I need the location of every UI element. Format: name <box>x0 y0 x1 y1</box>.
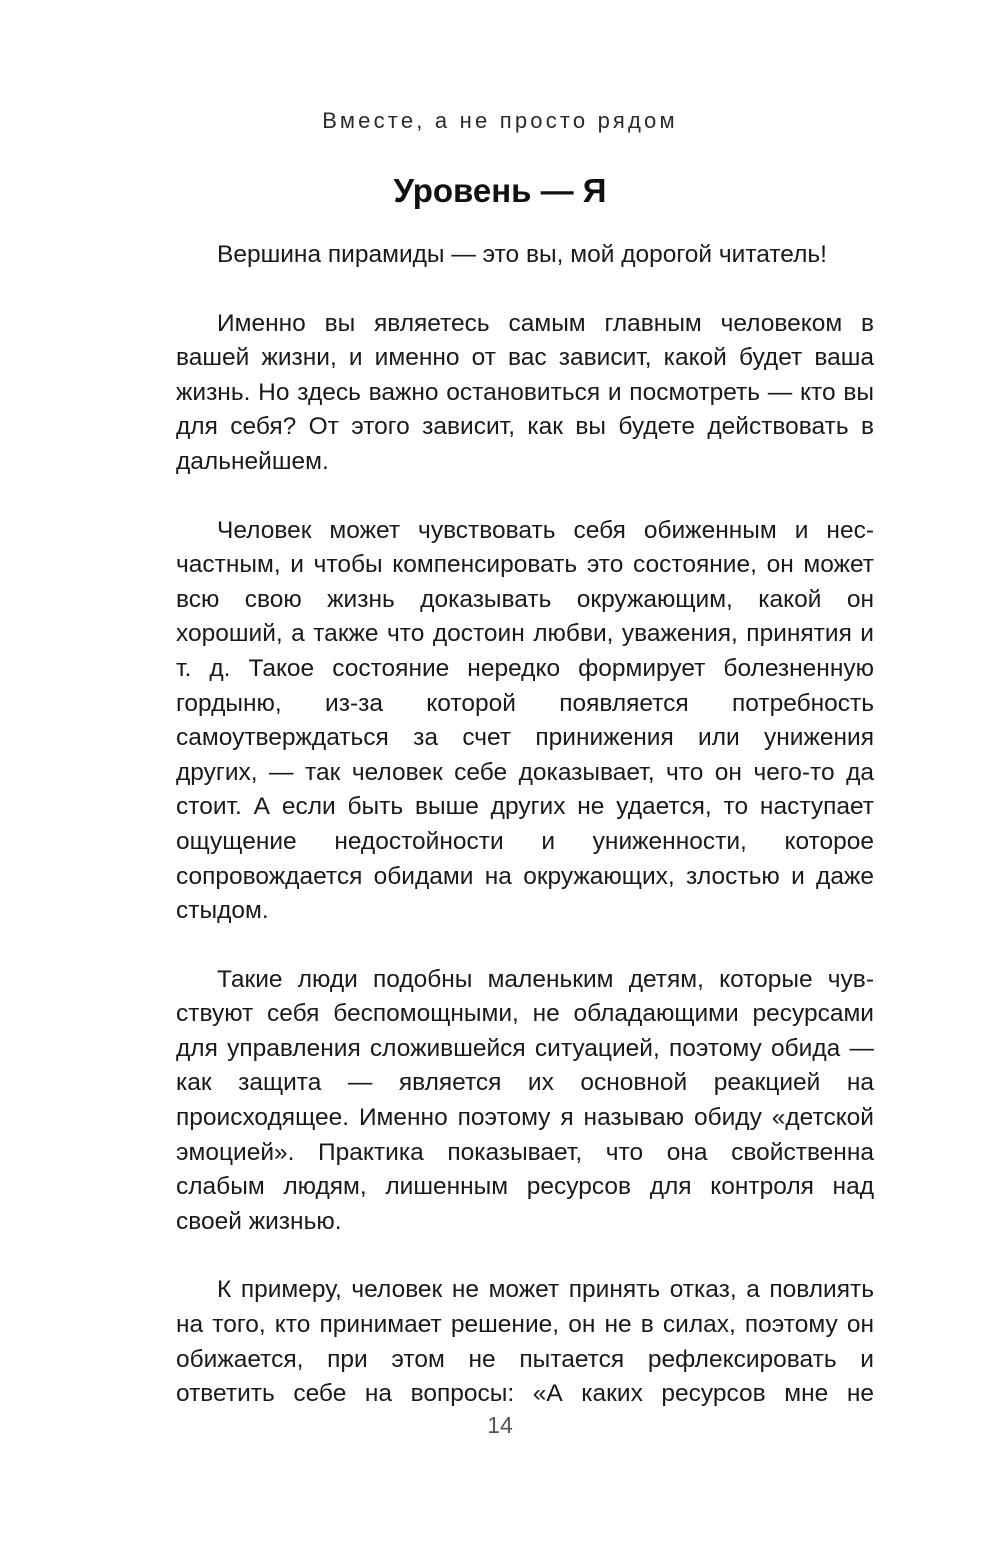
running-header: Вместе, а не просто рядом <box>322 108 678 133</box>
paragraph-2: Именно вы являетесь самым главным человеком в вашей жизни, и именно от вас зависит, какой будет ваша жизнь. Но здесь важно остановиться и посмотреть — кто вы для себя? От этого зависит, как вы будете действовать в дальнейшем. <box>176 309 874 475</box>
paragraph-1: Вершина пирамиды — это вы, мой дорогой читатель! <box>217 241 827 268</box>
paragraph-3: Человек может чувствовать себя обиженным и несчастным, и чтобы компенсировать это состояние, он может всю свою жизнь доказывать окружающим, какой он хороший, а также что достоин любви, уважения, принятия и т. д. Такое состояние нередко формирует болезненную гордыню, из-за которой появляется потребность самоутверждаться за счет принижения или унижения других, — так человек себе доказывает, что он чего-то да стоит. А если быть выше других не удается, то наступает ощущение недостойности и униженности, которое сопровождается обидами на окружающих, злостью и даже стыдом. <box>176 516 874 925</box>
paragraph-5: К примеру, человек не может принять отказ, а повлиять на того, кто принимает решение, он не в силах, поэтому он обижается, при этом не пытается рефлексировать и ответить себе на вопросы: «А каких ресурсов мне не <box>176 1276 874 1408</box>
paragraph-4: Такие люди подобны маленьким детям, которые чувствуют себя беспомощными, не обладающими ресурсами для управления сложившейся ситуацией, поэтому обида — как защита — является их основной реакцией на происходящее. Именно поэтому я называю обиду «детской эмоцией». Практика показывает, что она свойственна слабым людям, лишенным ресурсов для контроля над своей жизнью. <box>176 965 874 1235</box>
page-number: 14 <box>487 1412 513 1438</box>
chapter-title: Уровень — Я <box>393 172 607 209</box>
body-text <box>176 238 874 1412</box>
